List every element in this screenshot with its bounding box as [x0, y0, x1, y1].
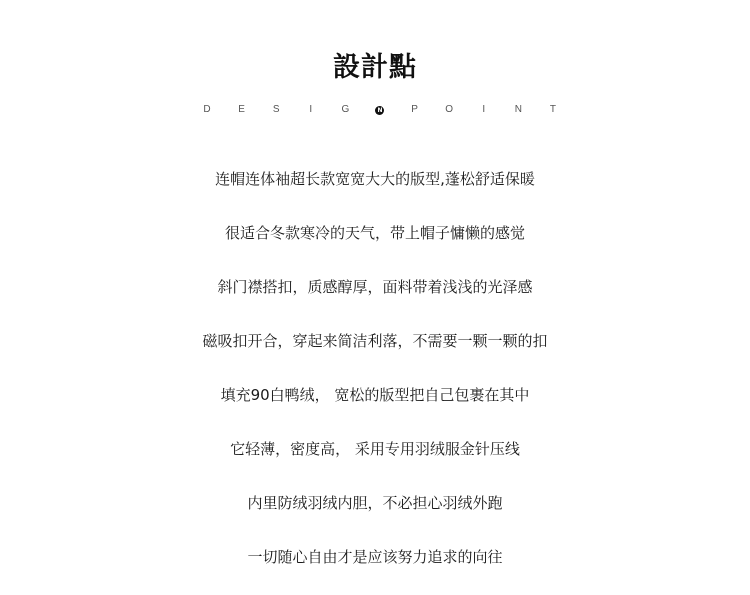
description-line: 内里防绒羽绒内胆，不必担心羽绒外跑 — [247, 494, 503, 512]
description-line: 很适合冬款寒冷的天气，带上帽子慵懒的感觉 — [224, 224, 525, 242]
subtitle-letter: T — [549, 104, 556, 115]
subtitle-letter: D — [203, 104, 211, 115]
description-line: 连帽连体袖超长款宽宽大大的版型,蓬松舒适保暖 — [215, 170, 535, 188]
subtitle-letter: I — [309, 104, 313, 115]
subtitle-letter: I — [482, 104, 486, 115]
description-line: 它轻薄，密度高， 采用专用羽绒服金针压线 — [230, 440, 520, 458]
subtitle-letter: G — [341, 104, 350, 115]
description-line: 斜门襟搭扣，质感醇厚，面料带着浅浅的光泽感 — [217, 278, 533, 296]
section-subtitle — [200, 103, 560, 117]
subtitle-badge: N — [377, 106, 383, 114]
subtitle-badge-wrap — [373, 106, 387, 115]
subtitle-letter: N — [514, 104, 522, 115]
description-line: 磁吸扣开合，穿起来简洁利落，不需要一颗一颗的扣 — [202, 332, 548, 350]
subtitle-letter: E — [238, 104, 245, 115]
section-title: 設計點 — [333, 52, 417, 83]
subtitle-letter: S — [272, 104, 280, 115]
subtitle-letter: O — [445, 104, 454, 115]
description-line: 一切随心自由才是应该努力追求的向往 — [247, 548, 503, 566]
description-line: 填充90白鸭绒， 宽松的版型把自己包裹在其中 — [220, 386, 530, 404]
subtitle-letter: P — [411, 104, 418, 115]
